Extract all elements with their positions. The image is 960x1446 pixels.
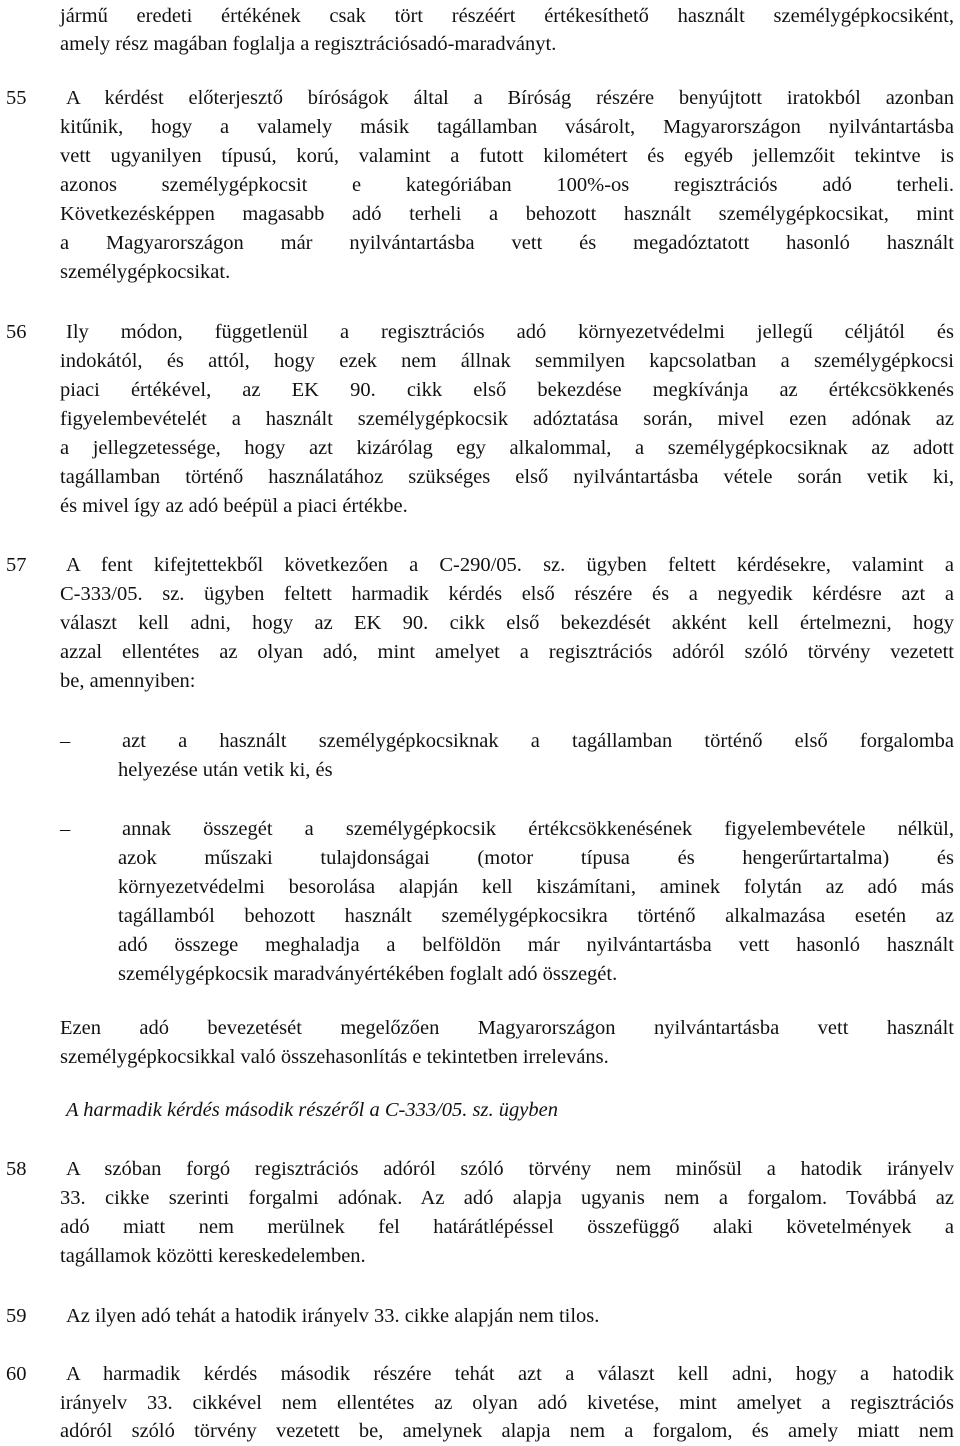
text-line: adóról szóló törvény vezetett be, amelynek alapja nem a forgalom, és amely miatt nem (60, 1420, 954, 1442)
text-line: 33. cikke szerinti forgalmi adónak. Az adó alapja ugyanis nem a forgalom. Továbbá az (60, 1187, 954, 1209)
paragraph-number: 57 (6, 554, 27, 576)
dash-bullet: – (60, 818, 71, 840)
text-line: Ezen adó bevezetését megelőzően Magyarországon nyilvántartásba vett használt (60, 1017, 954, 1039)
text-line: a jellegzetessége, hogy azt kizárólag egy alkalommal, a személygépkocsiknak az adott (60, 437, 954, 459)
text-line: választ kell adni, hogy az EK 90. cikk első bekezdését akként kell értelmezni, hogy (60, 612, 954, 634)
text-line: azok műszaki tulajdonságai (motor típusa és hengerűrtartalma) és (118, 847, 954, 869)
text-line: környezetvédelmi besorolása alapján kell kiszámítani, aminek folytán az adó más (118, 876, 954, 898)
text-line: jármű eredeti értékének csak tört részéért értékesíthető használt személygépkocsiként, (60, 5, 954, 27)
text-line: piaci értékével, az EK 90. cikk első bekezdése megkívánja az értékcsökkenés (60, 379, 954, 401)
text-line: A kérdést előterjesztő bíróságok által a Bíróság részére benyújtott iratokból azonban (66, 87, 954, 109)
text-line: annak összegét a személygépkocsik értékcsökkenésének figyelembevétele nélkül, (122, 818, 954, 840)
text-line: adó összege meghaladja a belföldön már nyilvántartásba vett hasonló használt (118, 934, 954, 956)
section-heading: A harmadik kérdés második részéről a C-333/05. sz. ügyben (66, 1099, 558, 1121)
text-line: a Magyarországon már nyilvántartásba vett és megadóztatott hasonló használt (60, 232, 954, 254)
text-line: személygépkocsikkal való összehasonlítás e tekintetben irreleváns. (60, 1046, 609, 1068)
paragraph-number: 59 (6, 1305, 27, 1327)
text-line: azzal ellentétes az olyan adó, mint amelyet a regisztrációs adóról szóló törvény vezetett (60, 641, 954, 663)
text-line: Az ilyen adó tehát a hatodik irányelv 33. cikke alapján nem tilos. (66, 1305, 600, 1327)
text-line: kitűnik, hogy a valamely másik tagállamban vásárolt, Magyarországon nyilvántartásba (60, 116, 954, 138)
text-line: és mivel így az adó beépül a piaci értékbe. (60, 495, 408, 517)
text-line: Következésképpen magasabb adó terheli a behozott használt személygépkocsikat, mint (60, 203, 954, 225)
text-line: azt a használt személygépkocsiknak a tagállamban történő első forgalomba (122, 730, 954, 752)
paragraph-number: 56 (6, 321, 27, 343)
text-line: tagállamok közötti kereskedelemben. (60, 1245, 366, 1267)
text-line: személygépkocsik maradványértékében foglalt adó összegét. (118, 963, 618, 985)
text-line: A harmadik kérdés második részére tehát azt a választ kell adni, hogy a hatodik (66, 1363, 954, 1385)
text-line: tagállamban történő használatához szükséges első nyilvántartásba vétele során vetik ki, (60, 466, 954, 488)
text-line: Ily módon, függetlenül a regisztrációs adó környezetvédelmi jellegű céljától és (66, 321, 954, 343)
text-line: A szóban forgó regisztrációs adóról szóló törvény nem minősül a hatodik irányelv (66, 1158, 954, 1180)
text-line: vett ugyanilyen típusú, korú, valamint a futott kilométert és egyéb jellemzőit tekintve is (60, 145, 954, 167)
paragraph-number: 58 (6, 1158, 27, 1180)
text-line: amely rész magában foglalja a regisztrációsadó-maradványt. (60, 33, 557, 55)
paragraph-number: 55 (6, 87, 27, 109)
text-line: A fent kifejtettekből következően a C-290/05. sz. ügyben feltett kérdésekre, valamint a (66, 554, 954, 576)
text-line: adó miatt nem merülnek fel határátlépéssel összefüggő alaki követelmények a (60, 1216, 954, 1238)
text-line: személygépkocsikat. (60, 261, 231, 283)
paragraph-number: 60 (6, 1363, 27, 1385)
text-line: figyelembevételét a használt személygépkocsik adóztatása során, mivel ezen adónak az (60, 408, 954, 430)
text-line: azonos személygépkocsit e kategóriában 100%-os regisztrációs adó terheli. (60, 174, 954, 196)
text-line: indokától, és attól, hogy ezek nem állnak semmilyen kapcsolatban a személygépkocsi (60, 350, 954, 372)
text-line: irányelv 33. cikkével nem ellentétes az olyan adó kivetése, mint amelyet a regisztrációs (60, 1392, 954, 1414)
text-line: helyezése után vetik ki, és (118, 759, 333, 781)
text-line: be, amennyiben: (60, 670, 196, 692)
dash-bullet: – (60, 730, 71, 752)
text-line: tagállamból behozott használt személygépkocsikra történő alkalmazása esetén az (118, 905, 954, 927)
text-line: C-333/05. sz. ügyben feltett harmadik kérdés első részére és a negyedik kérdésre azt a (60, 583, 954, 605)
